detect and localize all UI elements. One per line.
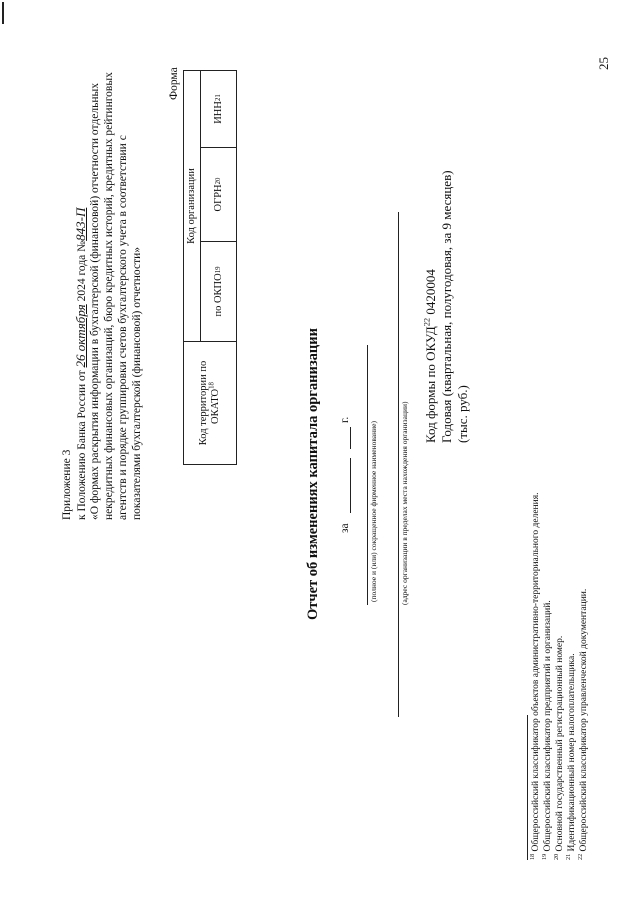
- appendix-desc4: показателями бухгалтерской (финансовой) отчетности»: [131, 246, 143, 520]
- footnote-21: [566, 653, 578, 860]
- handwritten-date: 26 октября: [73, 304, 88, 368]
- period-prefix: за: [339, 523, 351, 533]
- period-blank-1: [350, 458, 351, 513]
- handwritten-number: 843-П: [73, 207, 88, 241]
- footnote-19-text: Общероссийский классификатор предприятий и организаций.: [543, 600, 553, 852]
- footnote-separator: [527, 715, 528, 860]
- okato-header-line1: Код территории по: [198, 360, 209, 446]
- footnote-20-text: Основной государственный регистрационный номер.: [555, 635, 565, 852]
- footnote-19-num: 19: [541, 853, 548, 860]
- okato-header-line2: [210, 382, 222, 424]
- okud-line: [423, 269, 439, 443]
- appendix-prefix: к Положению Банка России от: [76, 370, 88, 520]
- footnote-22-num: 22: [577, 853, 584, 860]
- okpo-label: по ОКПО: [212, 273, 224, 317]
- inn-header: ИНН 21: [212, 94, 224, 124]
- name-line: [367, 345, 368, 605]
- period-blank-2: [350, 427, 351, 449]
- ogrn-label: ОГРН: [212, 184, 224, 212]
- appendix-mid: 2024 года №: [76, 240, 88, 302]
- footnote-20-num: 20: [553, 853, 560, 860]
- appendix-line2: [74, 208, 89, 520]
- okato-header: [184, 342, 236, 464]
- org-code-header: Код организации: [186, 168, 197, 244]
- okato-label: ОКАТО: [210, 388, 221, 424]
- footnote-21-num: 21: [565, 853, 572, 860]
- appendix-desc3: агентств и порядке группировки счетов бухгалтерского учета в соответствии с: [117, 135, 129, 520]
- appendix-line1: Приложение 3: [61, 449, 73, 520]
- okato-sup: 18: [208, 382, 216, 389]
- report-title: Отчет об изменениях капитала организации: [305, 328, 321, 620]
- footnote-19: [542, 600, 554, 860]
- okud-prefix: Код формы по ОКУД: [423, 326, 438, 443]
- ogrn-header: ОГРН 20: [212, 177, 224, 212]
- inn-label: ИНН: [212, 101, 224, 124]
- units: (тыс. руб.): [455, 385, 470, 443]
- period-suffix: г.: [339, 416, 351, 423]
- address-caption: (адрес организации в пределах места нахождения организации): [400, 401, 409, 605]
- name-caption: (полное и (или) сокращенное фирменное наименование): [369, 421, 378, 602]
- footnote-22: [578, 589, 590, 860]
- footnote-22-text: Общероссийский классификатор управленческой документации.: [579, 588, 589, 852]
- okud-sup: 22: [421, 317, 432, 327]
- footnote-21-text: Идентификационный номер налогоплательщика.: [567, 653, 577, 852]
- page-number: 25: [596, 57, 611, 70]
- form-label: Форма: [168, 67, 180, 100]
- footnote-18: [530, 493, 542, 860]
- okpo-header: по ОКПО 19: [212, 266, 224, 317]
- periodicity: Годовая (квартальная, полугодовая, за 9 месяцев): [439, 170, 454, 443]
- appendix-desc1: «О формах раскрытия информации в бухгалтерской (финансовой) отчетности отдельных: [89, 83, 101, 520]
- address-line: [398, 212, 399, 717]
- okud-code: 0420004: [423, 269, 438, 315]
- footnote-18-text: Общероссийский классификатор объектов административно-территориального деления.: [531, 492, 541, 852]
- footnote-18-num: 18: [529, 853, 536, 860]
- appendix-desc2: некредитных финансовых организаций, бюро кредитных историй, кредитных рейтинговых: [103, 72, 115, 520]
- footnote-20: [554, 636, 566, 860]
